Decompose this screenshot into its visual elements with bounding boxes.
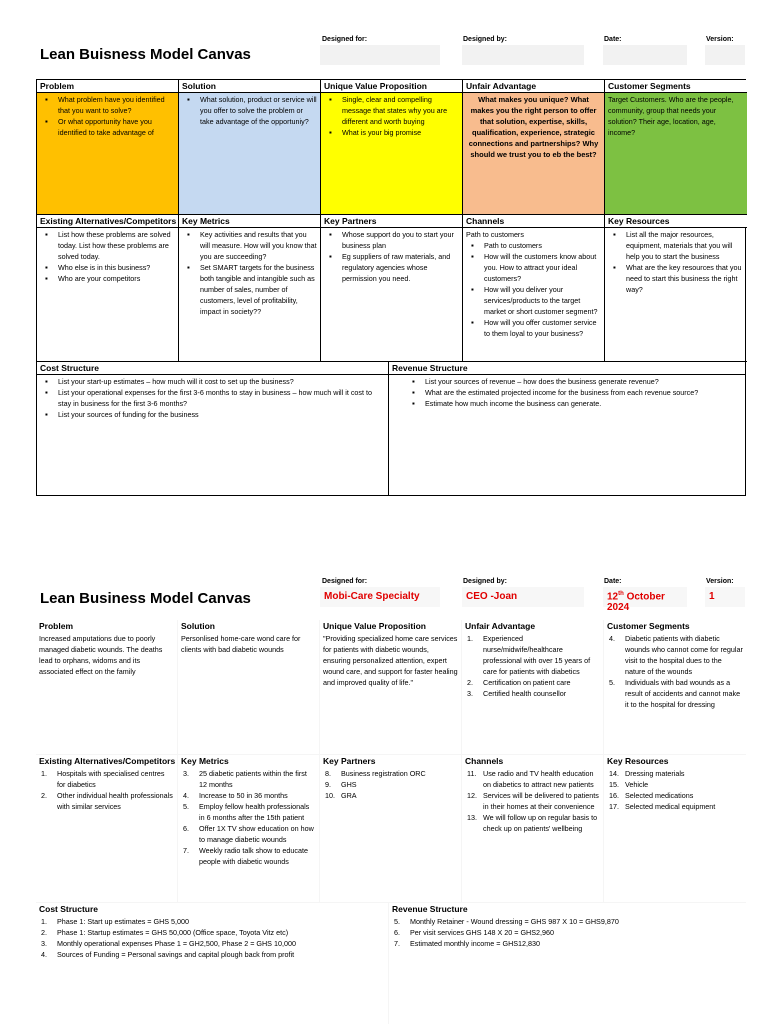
unfair-block [462,620,603,754]
alternatives-block [37,215,179,362]
designed-for-label: Designed for: [322,36,368,43]
channels-header: Channels [463,215,604,228]
resources-item: 15. Vehicle [609,780,649,789]
cost-item: 4. Sources of Funding = Personal savings and capital plough back from profit [41,950,295,959]
segments-header: Customer Segments [605,80,747,93]
revenue-header: Revenue Structure [389,903,746,915]
resources-block [604,755,746,902]
partners-item: ▪ Whose support do you to start your business plan [342,229,459,251]
channels-item: ▪ How will the customers know about you. How to attract your ideal customers? [484,251,601,284]
cost-item: 1. Phase 1: Start up estimates = GHS 5,000 [41,917,190,926]
date-label: Date: [604,578,622,585]
date-value[interactable]: 12th October 2024 [603,587,687,607]
channels-item: ▪ Path to customers [484,240,601,251]
designed-by-field[interactable] [462,45,584,65]
channels-item: 11. Use radio and TV health education on diabetics to attract new patients [467,769,594,789]
metrics-block [179,215,321,362]
uvp-header: Unique Value Proposition [320,620,461,632]
segments-text: Target Customers. Who are the people, community, group that needs your solution? Their age, location, age, income? [605,93,747,215]
cost-block [36,903,388,1024]
alternatives-item: 1. Hospitals with specialised centres for diabetics [41,769,165,789]
metrics-item: 3. 25 diabetic patients within the first 12 months [183,769,307,789]
partners-item: 10. GRA [325,791,357,800]
cost-block [37,362,389,495]
canvas2-grid [36,620,746,1024]
solution-text: Personlised home-care wond care for clients with bad diabetic wounds [181,634,301,654]
solution-header: Solution [178,620,319,632]
metrics-item: ▪ Key activities and results that you will measure. How will you know that you are succeeding? [200,229,317,262]
version-label: Version: [706,578,734,585]
designed-for-value[interactable]: Mobi-Care Specialty [320,587,440,607]
channels-block [462,755,603,902]
resources-block [605,215,747,362]
solution-header: Solution [179,80,320,93]
revenue-item: 6. Per visit services GHS 148 X 20 = GHS2,960 [394,928,555,937]
alternatives-header: Existing Alternatives/Competitors [37,215,178,228]
canvas1-title: Lean Buisness Model Canvas [40,46,251,63]
revenue-item: ▪ Estimate how much income the business can generate. [425,398,742,409]
uvp-block [321,80,463,215]
alternatives-header: Existing Alternatives/Competitors [36,755,177,767]
partners-block [320,755,461,902]
channels-item: 12. Services will be delivered to patients in their homes at their convenience [467,791,599,811]
resources-item: 16. Selected medications [609,791,694,800]
segments-block [604,620,746,754]
partners-item: 8. Business registration ORC [325,769,426,778]
version-field[interactable] [705,45,745,65]
problem-text: Increased amputations due to poorly managed diabetic wounds. The deaths lead to orphans, widoms and its associated effect on the family [39,634,163,676]
alternatives-block [36,755,177,902]
designed-by-label: Designed by: [463,578,507,585]
revenue-block [389,903,746,1024]
unfair-block [463,80,605,215]
revenue-item: ▪ List your sources of revenue – how does the business generate revenue? [425,376,742,387]
cost-header: Cost Structure [37,362,388,375]
metrics-header: Key Metrics [179,215,320,228]
canvas2-title: Lean Business Model Canvas [40,590,251,607]
segments-header: Customer Segments [604,620,746,632]
designed-for-field[interactable] [320,45,440,65]
segments-block [605,80,747,215]
partners-header: Key Partners [321,215,462,228]
solution-block [178,620,319,754]
cost-item: 3. Monthly operational expenses Phase 1 = GH2,500, Phase 2 = GHS 10,000 [41,939,296,948]
channels-item: ▪ How will you offer customer service to them loyal to your business? [484,317,601,339]
problem-header: Problem [36,620,177,632]
partners-item: ▪ Eg suppliers of raw materials, and regulatory agencies whose permission you need. [342,251,459,284]
channels-item: ▪ How will you deliver your services/products to the target market or short customer segment? [484,284,601,317]
resources-header: Key Resources [605,215,747,228]
channels-header: Channels [462,755,603,767]
problem-item: ▪ Or what opportunity have you identified to take advantage of [58,116,175,138]
metrics-item: 6. Offer 1X TV show education on how to manage diabetic wounds [183,824,314,844]
metrics-item: ▪ Set SMART targets for the business both tangible and intangible such as number of sales, number of customers, level of profitability, impact in society?? [200,262,317,317]
uvp-header: Unique Value Proposition [321,80,462,93]
problem-block [37,80,179,215]
metrics-item: 4. Increase to 50 in 36 months [183,791,288,800]
metrics-block [178,755,319,902]
revenue-item: ▪ What are the estimated projected income for the business from each revenue source? [425,387,742,398]
date-label: Date: [604,36,622,43]
unfair-text: What makes you unique? What makes you the right person to offer that solution, expertise, skills, qualification, experience, strategic connections and partnerships? Why should we trust you to eb the best? [463,93,604,215]
cost-item: 2. Phase 1: Startup estimates = GHS 50,000 (Office space, Toyota Vitz etc) [41,928,289,937]
problem-block [36,620,177,754]
cost-header: Cost Structure [36,903,388,915]
unfair-header: Unfair Advantage [462,620,603,632]
resources-item: ▪ List all the major resources, equipment, materials that you will help you to start the business [626,229,744,262]
metrics-item: 7. Weekly radio talk show to educate people with diabetic wounds [183,846,308,866]
problem-item: ▪ What problem have you identified that you want to solve? [58,94,175,116]
resources-header: Key Resources [604,755,746,767]
resources-item: 14. Dressing materials [609,769,685,778]
metrics-header: Key Metrics [178,755,319,767]
partners-item: 9. GHS [325,780,357,789]
unfair-item: 3. Certified health counsellor [467,689,567,698]
partners-block [321,215,463,362]
alternatives-item: ▪ Who else is in this business? [58,262,175,273]
version-value[interactable]: 1 [705,587,745,607]
revenue-item: 5. Monthly Retainer - Wound dressing = GHS 987 X 10 = GHS9,870 [394,917,619,926]
uvp-item: ▪ Single, clear and compelling message that states why you are different and worth buying [342,94,459,127]
channels-item: 13. We will follow up on regular basis to check up on patients' wellbeing [467,813,598,833]
alternatives-item: ▪ List how these problems are solved today. List how these problems are solved today. [58,229,175,262]
designed-by-value[interactable]: CEO -Joan [462,587,584,607]
revenue-header: Revenue Structure [389,362,745,375]
cost-item: ▪ List your operational expenses for the first 3-6 months to stay in business – how much will it cost to stay in business for the first 3-6 months? [58,387,385,409]
problem-header: Problem [37,80,178,93]
channels-block [463,215,605,362]
cost-item: ▪ List your sources of funding for the business [58,409,385,420]
alternatives-item: ▪ Who are your competitors [58,273,175,284]
revenue-block [389,362,745,495]
solution-item: ▪ What solution, product or service will you offer to solve the problem or take advantage of the opportuniy? [200,94,317,127]
uvp-block [320,620,461,754]
unfair-item: 1. Experienced nurse/midwife/healthcare professional with over 15 years of care for patients with diabetics [467,634,591,676]
channels-intro: Path to customers [466,230,524,239]
designed-by-label: Designed by: [463,36,507,43]
uvp-item: ▪ What is your big promise [342,127,459,138]
alternatives-item: 2. Other individual health professionals with similar services [41,791,173,811]
date-field[interactable] [603,45,687,65]
partners-header: Key Partners [320,755,461,767]
metrics-item: 5. Employ fellow health professionals in 6 months after the 15th patient [183,802,310,822]
designed-for-label: Designed for: [322,578,368,585]
unfair-item: 2. Certification on patient care [467,678,571,687]
resources-item: ▪ What are the key resources that you need to start this business the right way? [626,262,744,295]
resources-item: 17. Selected medical equipment [609,802,716,811]
solution-block [179,80,321,215]
canvas1-grid [36,79,746,496]
version-label: Version: [706,36,734,43]
segments-item: 5. Individuals with bad wounds as a result of accidents and cannot make it to the hospital for dressing [609,678,741,709]
revenue-item: 7. Estimated monthly income = GHS12,830 [394,939,541,948]
unfair-header: Unfair Advantage [463,80,604,93]
segments-item: 4. Diabetic patients with diabetic wounds who cannot come for regular visit to the hospital dues to the nature of the wounds [609,634,743,676]
uvp-text: "Providing specialized home care services for patients with diabetic wounds, ensuring personalized attention, expert wound care, and support for faster healing and improved quality of life." [323,634,458,687]
cost-item: ▪ List your start-up estimates – how much will it cost to set up the business? [58,376,385,387]
